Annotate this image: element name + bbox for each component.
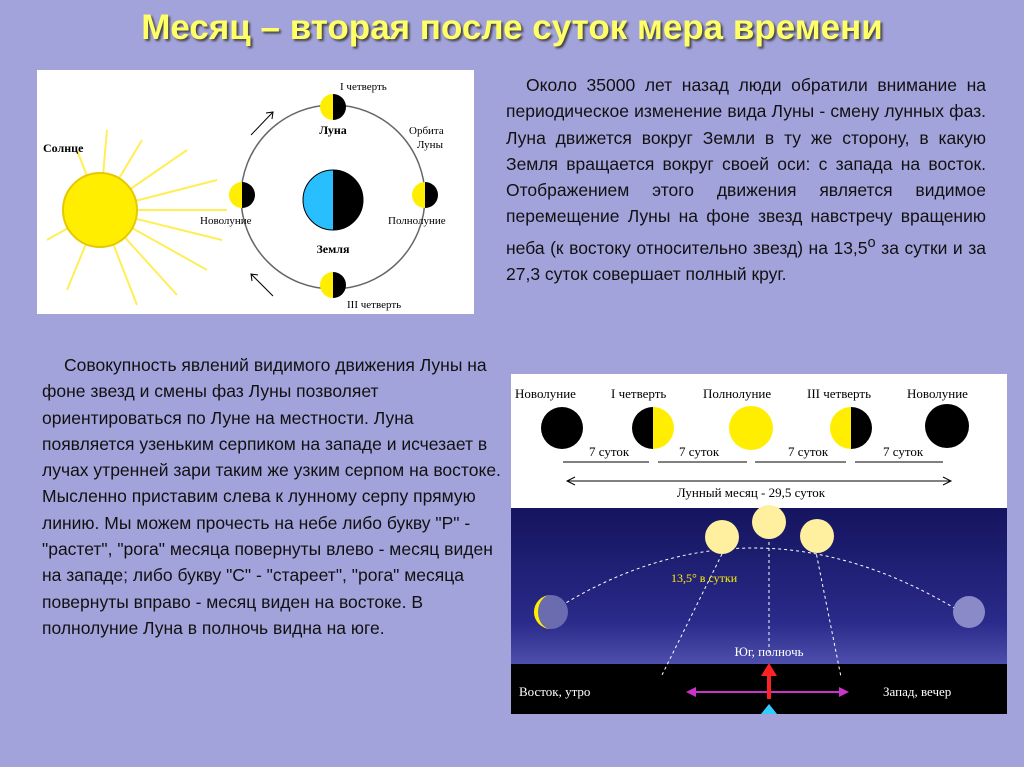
- east-label: Восток, утро: [519, 684, 591, 699]
- moon-phases-diagram: [511, 374, 1007, 714]
- interval-label-3: 7 суток: [788, 444, 829, 459]
- sun-icon: [63, 173, 137, 247]
- paragraph-moon-motion-tail: за сутки и за 27,3 суток совершает полный круг.: [506, 237, 986, 284]
- paragraph-orientation: Совокупность явлений видимого движения Луны на фоне звезд и смены фаз Луны позволяет ориентироваться по Луне на местности. Луна появляется узеньким серпиком на западе и исчезает в лучах утренней зари таким же узким серпом на востоке. Мысленно приставим слева к лунному серпу прямую линию. Мы можем прочесть на небе либо букву "Р" - "растет", "рога" месяца повернуты влево - месяц виден на западе; либо букву "С" - "стареет", "рога" месяца повернуты вправо - месяц виден на востоке. В полнолуние Луна в полночь видна на юге.: [42, 355, 501, 638]
- label-earth: Земля: [316, 242, 350, 256]
- phase-label-0: Новолуние: [515, 386, 576, 401]
- label-orbit-2: Луны: [417, 139, 443, 151]
- degree-mark: о: [867, 234, 876, 251]
- slide-title: Месяц – вторая после суток мера времени: [141, 8, 883, 47]
- sky-moon-3: [800, 519, 834, 553]
- moon-full-icon: [412, 182, 438, 208]
- label-third-quarter: III четверть: [347, 299, 402, 311]
- phase-label-4: Новолуние: [907, 386, 968, 401]
- daily-shift-label: 13,5° в сутки: [671, 571, 738, 585]
- sky-moon-waxing: [953, 596, 985, 628]
- moon-first-quarter-icon: [320, 94, 346, 120]
- label-full-moon: Полнолуние: [388, 215, 446, 227]
- moon-orbit-diagram: [37, 70, 474, 314]
- phase-label-3: III четверть: [807, 386, 871, 401]
- label-sun: Солнце: [43, 141, 84, 155]
- sky-moon-2: [752, 505, 786, 539]
- label-new-moon: Новолуние: [200, 215, 252, 227]
- phase-full-moon-icon: [729, 406, 773, 450]
- phase-first-quarter-icon: [632, 407, 674, 449]
- moon-orbit-svg: [37, 70, 474, 314]
- phase-third-quarter-icon: [830, 407, 872, 449]
- sky-moon-1: [705, 520, 739, 554]
- south-label: Юг, полночь: [734, 644, 804, 659]
- sky-moon-waning-crescent: [534, 595, 568, 629]
- interval-label-1: 7 суток: [589, 444, 630, 459]
- paragraph-moon-motion-text: Около 35000 лет назад люди обратили внимание на периодическое изменение вида Луны - смену лунных фаз. Луна движется вокруг Земли в ту же сторону, в какую Земля вращается вокруг своей оси: с запада на восток. Отображением этого движения является видимое перемещение Луны на фоне звезд навстречу вращению неба (к востоку относительно звезд) на 13,5: [506, 75, 986, 258]
- interval-label-2: 7 суток: [679, 444, 720, 459]
- earth-icon: [303, 170, 363, 230]
- phase-label-1: I четверть: [611, 386, 667, 401]
- moon-third-quarter-icon: [320, 272, 346, 298]
- paragraph-moon-motion: [506, 72, 986, 287]
- interval-arrows: [563, 462, 951, 485]
- phase-new-moon-2-icon: [925, 404, 969, 448]
- moon-phases-svg: [511, 374, 1007, 714]
- lunar-month-label: Лунный месяц - 29,5 суток: [676, 485, 826, 500]
- label-orbit: Орбита: [409, 125, 444, 137]
- interval-label-4: 7 суток: [883, 444, 924, 459]
- phase-label-2: Полнолуние: [703, 386, 772, 401]
- west-label: Запад, вечер: [883, 684, 952, 699]
- label-first-quarter: I четверть: [340, 81, 387, 93]
- phase-new-moon-icon: [541, 407, 583, 449]
- moon-new-icon: [229, 182, 255, 208]
- label-moon: Луна: [319, 123, 347, 137]
